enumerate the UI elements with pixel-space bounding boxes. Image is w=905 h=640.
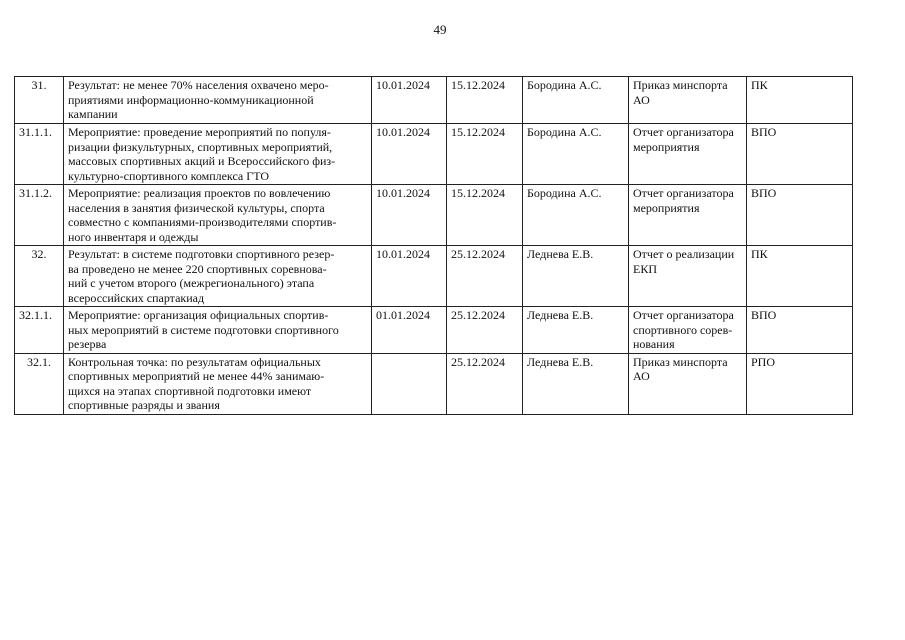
table-row: [15, 124, 853, 185]
row-type: ПК: [747, 77, 853, 124]
row-type: ВПО: [747, 307, 853, 354]
description-line: ных мероприятий в системе подготовки спортивного: [68, 322, 339, 337]
document-line: спортивного сорев-: [633, 322, 733, 337]
row-responsible: Леднева Е.В.: [523, 246, 629, 307]
table-row: [15, 77, 853, 124]
row-document: [629, 246, 747, 307]
row-description: [64, 246, 372, 307]
table-row: [15, 353, 853, 414]
description-line: резерва: [68, 337, 107, 351]
document-line: Отчет о реализации: [633, 247, 735, 261]
description-line: кампании: [68, 107, 118, 121]
document-line: Приказ минспорта: [633, 354, 728, 369]
row-document: [629, 77, 747, 124]
row-description: [64, 353, 372, 414]
description-line: ний с учетом второго (межрегионального) этапа: [68, 276, 315, 290]
row-type: РПО: [747, 353, 853, 414]
document-line: Отчет организатора: [633, 125, 734, 139]
table-row: [15, 185, 853, 246]
row-end-date: 15.12.2024: [447, 77, 523, 124]
row-document: [629, 307, 747, 354]
description-line: Мероприятие: реализация проектов по вовлечению: [68, 186, 331, 200]
row-number: 32.1.1.: [15, 307, 64, 354]
description-line: массовых спортивных акций и Всероссийского физ-: [68, 154, 336, 168]
row-responsible: Бородина А.С.: [523, 124, 629, 185]
row-type: ПК: [747, 246, 853, 307]
row-document: [629, 353, 747, 414]
row-end-date: 25.12.2024: [447, 307, 523, 354]
row-number: 31.1.2.: [15, 185, 64, 246]
row-number: 32.1.: [15, 353, 64, 414]
row-document: [629, 124, 747, 185]
document-line: мероприятия: [633, 139, 700, 154]
document-line: АО: [633, 369, 650, 383]
description-line: совместно с компаниями-производителями спортив-: [68, 215, 337, 229]
row-start-date: [372, 353, 447, 414]
document-line: Отчет организатора: [633, 308, 734, 322]
description-line: Мероприятие: проведение мероприятий по популя-: [68, 125, 331, 139]
row-end-date: 15.12.2024: [447, 185, 523, 246]
row-start-date: 01.01.2024: [372, 307, 447, 354]
row-start-date: 10.01.2024: [372, 185, 447, 246]
description-line: ризации физкультурных, спортивных мероприятий,: [68, 139, 333, 154]
row-responsible: Бородина А.С.: [523, 185, 629, 246]
description-line: ного инвентаря и одежды: [68, 229, 199, 244]
row-description: [64, 185, 372, 246]
document-line: АО: [633, 92, 650, 107]
row-description: [64, 307, 372, 354]
row-type: ВПО: [747, 124, 853, 185]
page-number: 49: [433, 22, 447, 37]
table-row: [15, 307, 853, 354]
description-line: всероссийских спартакиад: [68, 290, 205, 305]
description-line: Результат: не менее 70% населения охвачено меро-: [68, 78, 329, 92]
row-number: 31.1.1.: [15, 124, 64, 185]
document-line: Отчет организатора: [633, 186, 734, 200]
description-line: Результат: в системе подготовки спортивного резер-: [68, 247, 335, 261]
row-start-date: 10.01.2024: [372, 246, 447, 307]
row-description: [64, 77, 372, 124]
row-start-date: 10.01.2024: [372, 77, 447, 124]
row-end-date: 15.12.2024: [447, 124, 523, 185]
description-line: Контрольная точка: по результатам официальных: [68, 354, 321, 369]
plan-table: [14, 76, 853, 415]
description-line: населения в занятия физической культуры, спорта: [68, 200, 325, 215]
document-line: нования: [633, 337, 675, 351]
description-line: щихся на этапах спортивной подготовки имеют: [68, 383, 312, 398]
table-row: [15, 246, 853, 307]
row-responsible: Леднева Е.В.: [523, 307, 629, 354]
description-line: спортивные разряды и звания: [68, 398, 220, 412]
document-line: мероприятия: [633, 200, 700, 215]
row-description: [64, 124, 372, 185]
document-line: ЕКП: [633, 261, 657, 276]
row-number: 32.: [15, 246, 64, 307]
row-end-date: 25.12.2024: [447, 353, 523, 414]
row-end-date: 25.12.2024: [447, 246, 523, 307]
row-number: 31.: [15, 77, 64, 124]
description-line: ва проведено не менее 220 спортивных соревнова-: [68, 261, 327, 276]
description-line: спортивных мероприятий не менее 44% занимаю-: [68, 369, 325, 383]
description-line: культурно-спортивного комплекса ГТО: [68, 168, 270, 183]
row-start-date: 10.01.2024: [372, 124, 447, 185]
row-type: ВПО: [747, 185, 853, 246]
row-responsible: Леднева Е.В.: [523, 353, 629, 414]
description-line: приятиями информационно-коммуникационной: [68, 92, 314, 107]
row-document: [629, 185, 747, 246]
description-line: Мероприятие: организация официальных спортив-: [68, 308, 329, 322]
document-line: Приказ минспорта: [633, 78, 728, 92]
row-responsible: Бородина А.С.: [523, 77, 629, 124]
